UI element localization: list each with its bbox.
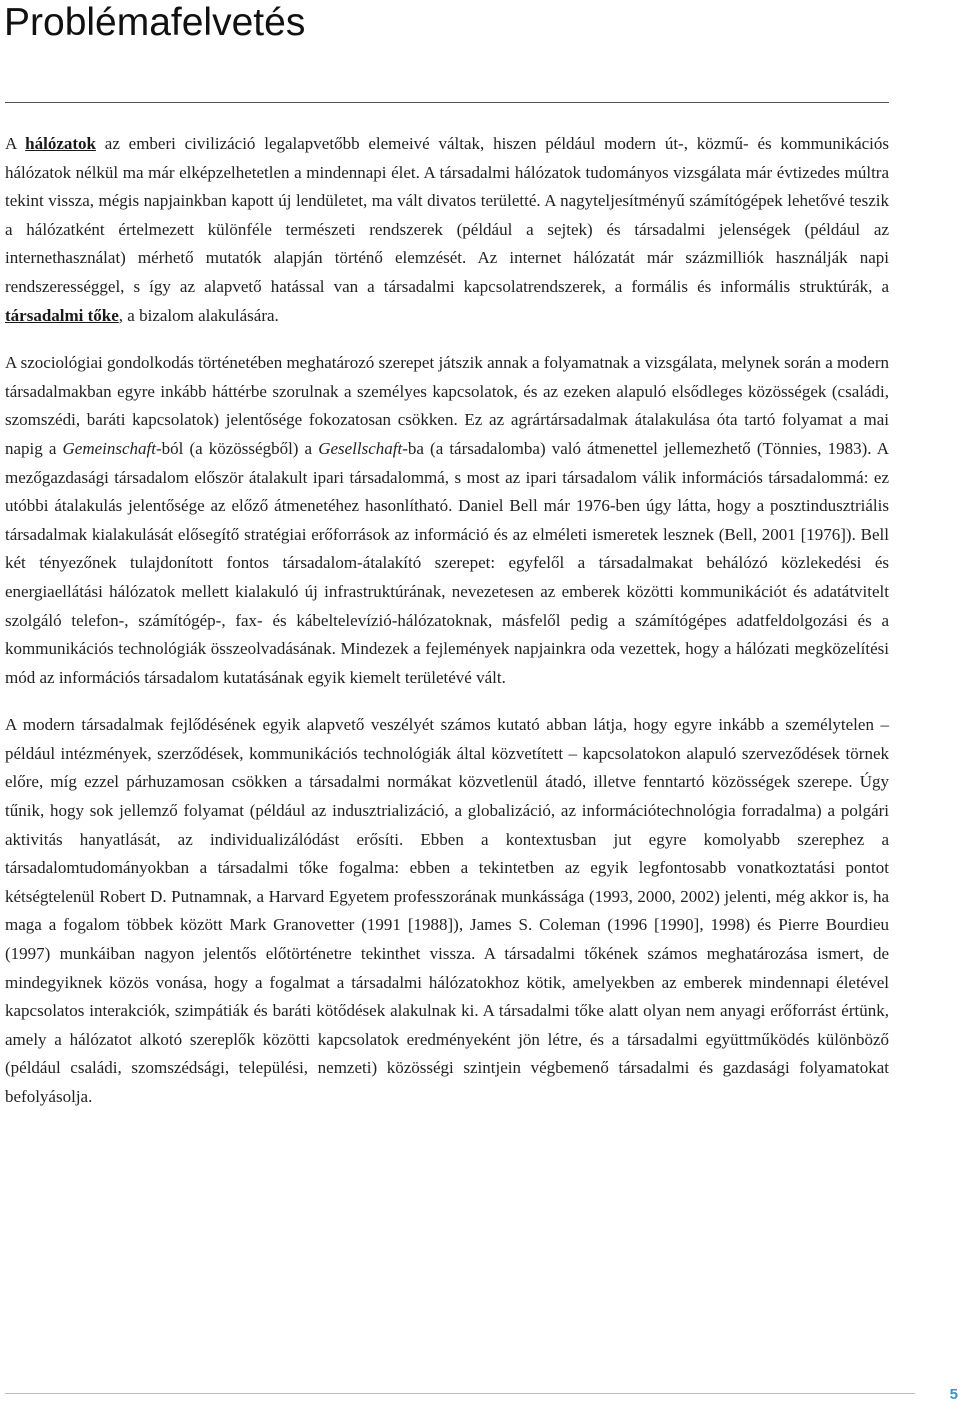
paragraph-2-text-b: -ból (a közösségből) a: [155, 438, 319, 458]
term-gemeinschaft: Gemeinschaft: [62, 438, 156, 458]
paragraph-1-text-b: az emberi civilizáció legalapvetőbb elemeivé váltak, hiszen például modern út-, közmű- és kommunikációs hálózatok nélkül ma már elképzelhetetlen a mindennapi élet. A társadalmi hálózatok tudományos vizsgálata már évtizedes múltra tekint vissza, mégis napjainkban kapott új lendületet, ma vált divatos területté. A nagyteljesítményű számítógépek lehetővé teszik a hálózatként értelmezett különféle természeti rendszerek (például a sejtek) és társadalmi jelenségek (például az internethasználat) mérhető mutatók alapján történő elemzését. Az internet hálózatát már százmilliók használják napi rendszerességgel, s így az alapvető hatással van a társadalmi kapcsolatrendszerek, a formális és informális struktúrák, a: [5, 134, 890, 296]
paragraph-3: [5, 711, 889, 1111]
term-gesellschaft: Gesellschaft: [318, 438, 403, 458]
page-title: Problémafelvetés: [4, 1, 306, 44]
paragraph-1-text-a: A: [5, 134, 26, 153]
paragraph-1: [5, 130, 889, 330]
paragraph-2-text-c: -ba (a társadalomba) való átmenettel jellemezhető (Tönnies, 1983). A mezőgazdasági társadalom először átalakult ipari társadalommá, s most az ipari társadalom válik információs társadalommá: ez utóbbi átalakulás jelentősége az előző átmenetéhez hasonlítható. Daniel Bell már 1976-ben úgy látta, hogy a posztindusztriális társadalmak kialakulását elősegítő stratégiai erőforrások az információ és az elméleti ismeretek lesznek (Bell, 2001 [1976]). Bell két tényezőnek tulajdonított fontos társadalom-átalakító szerepet: egyfelől a társadalmakat behálózó közlekedési és energiaellátási hálózatok mellett kialakuló új infrastruktúrának, nevezetesen az emberek közötti kommunikációt és adatátvitelt szolgáló telefon-, számítógép-, fax- és kábeltelevízió-hálózatoknak, másfelől pedig a számítógépes adatfeldolgozási és a kommunikációs technológiák összeolvadásának. Mindezek a fejlemények napjainkra oda vezettek, hogy a hálózati megközelítési mód az információs társadalom kutatásának egyik kiemelt területévé vált.: [5, 438, 889, 687]
link-tarsadalmi-toke[interactable]: társadalmi tőke: [5, 305, 119, 325]
footer-divider: [5, 1393, 915, 1394]
paragraph-2-text-a: A szociológiai gondolkodás történetében meghatározó szerepet játszik annak a folyamatnak a vizsgálata, melynek során a modern társadalmakban egyre inkább háttérbe szorulnak a személyes kapcsolatok, és az ezeken alapuló elsődleges közösségek (családi, szomszédi, baráti kapcsolatok) jelentősége fokozatosan csökken. Ez az agrártársadalmak átalakulása óta tartó folyamat a mai napig a: [5, 353, 889, 458]
main-content: [5, 130, 889, 1131]
page-number: 5: [949, 1386, 958, 1403]
title-divider: [5, 102, 889, 103]
link-halozatok[interactable]: hálózatok: [25, 134, 96, 153]
paragraph-3-text: A modern társadalmak fejlődésének egyik alapvető veszélyét számos kutató abban látja, hogy egyre inkább a személytelen – például intézmények, szerződések, kommunikációs technológiák által közvetített – kapcsolatokon alapuló szerveződések törnek előre, míg ezzel párhuzamosan csökken a társadalmi normákat közvetlenül átadó, illetve fenntartó közösségek szerepe. Úgy tűnik, hogy sok jellemző folyamat (például az indusztrializáció, a globalizáció, az információtechnológia forradalma) a polgári aktivitás hanyatlását, az individualizálódást erősíti. Ebben a kontextusban jut egyre komolyabb szerephez a társadalomtudományokban a társadalmi tőke fogalma: ebben a tekintetben az egyik legfontosabb vonatkoztatási pontot kétségtelenül Robert D. Putnamnak, a Harvard Egyetem professzorának munkássága (1993, 2000, 2002) jelenti, még akkor is, ha maga a fogalom többek között Mark Granovetter (1991 [1988]), James S. Coleman (1996 [1990], 1998) és Pierre Bourdieu (1997) munkáiban nagyon jelentős előtörténetre tekinthet vissza. A társadalmi tőkének számos meghatározása ismert, de mindegyiknek közös vonása, hogy a fogalmat a társadalmi hálózatokhoz kötik, amelyekben az emberek mindennapi életével kapcsolatos interakciók, szimpátiák és baráti kötődések alakulnak ki. A társadalmi tőke alatt olyan nem anyagi erőforrást értünk, amely a hálózatot alkotó szereplők közötti kapcsolatok eredményeként jön létre, és a társadalmi együttműködés különböző (például családi, szomszédsági, települési, nemzeti) közösségi szintjein végbemenő társadalmi és gazdasági folyamatokat befolyásolja.: [5, 715, 889, 1106]
paragraph-1-text-c: , a bizalom alakulására.: [118, 305, 279, 325]
paragraph-2: [5, 349, 889, 692]
